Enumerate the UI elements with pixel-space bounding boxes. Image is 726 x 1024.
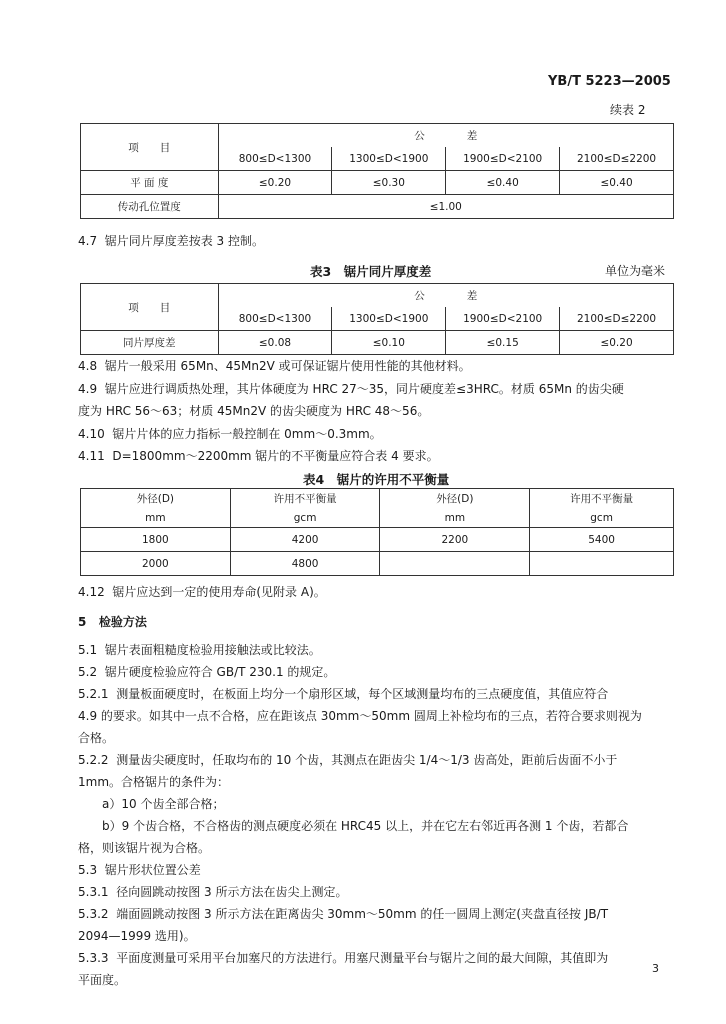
clause-number: 4.11	[78, 449, 105, 463]
clause-5-2-1	[78, 686, 608, 703]
clause-text: 测量齿尖硬度时，任取均布的 10 个齿，其测点在距齿尖 1/4～1/3 齿高处，距前后齿面不小于	[116, 753, 618, 767]
table-3	[80, 283, 674, 355]
clause-4-12	[78, 584, 326, 601]
table-cell: ≤0.40	[446, 171, 560, 195]
standard-number: YB/T 5223—2005	[548, 74, 671, 89]
table-continued-label: 续表 2	[610, 103, 646, 117]
table-cell: ≤0.40	[560, 171, 674, 195]
table-3-unit: 单位为毫米	[605, 264, 666, 278]
clause-4-8	[78, 358, 471, 375]
table-4	[80, 488, 674, 576]
range-header: 1300≤D<1900	[332, 307, 446, 331]
table-cell: 5400	[530, 528, 674, 552]
clause-5-3-3-cont: 平面度。	[78, 973, 127, 987]
clause-5-3-1	[78, 884, 347, 901]
clause-5-3-3	[78, 950, 608, 967]
clause-text: 锯片一般采用 65Mn、45Mn2V 或可保证锯片使用性能的其他材料。	[104, 359, 471, 373]
clause-text: 锯片硬度检验应符合 GB/T 230.1 的规定。	[104, 665, 336, 679]
table-cell	[380, 552, 530, 576]
clause-number: 5.1	[78, 643, 98, 657]
section-5-heading	[78, 614, 147, 631]
row-label: 平 面 度	[81, 171, 219, 195]
table-cell: ≤0.30	[332, 171, 446, 195]
column-header: 许用不平衡量	[230, 489, 380, 509]
clause-4-11	[78, 448, 439, 465]
clause-5-1	[78, 642, 321, 659]
range-header: 2100≤D≤2200	[560, 147, 674, 171]
clause-text: 锯片表面粗糙度检验用接触法或比较法。	[104, 643, 321, 657]
clause-4-9-cont: 度为 HRC 56～63；材质 45Mn2V 的齿尖硬度为 HRC 48～56。	[78, 404, 430, 418]
clause-5-3-2-cont: 2094—1999 选用)。	[78, 929, 196, 943]
row-label: 同片厚度差	[81, 331, 219, 355]
range-header: 1900≤D<2100	[446, 307, 560, 331]
clause-5-2-2	[78, 752, 617, 769]
column-unit: gcm	[530, 508, 674, 528]
column-header: 外径(D)	[81, 489, 231, 509]
column-header: 许用不平衡量	[530, 489, 674, 509]
table-cell: 1800	[81, 528, 231, 552]
table-cell: ≤0.20	[560, 331, 674, 355]
clause-4-10	[78, 426, 382, 443]
table-row	[81, 171, 674, 195]
table-cell: 2000	[81, 552, 231, 576]
tolerance-header: 公 差	[218, 284, 673, 308]
clause-5-2-1-cont: 4.9 的要求。如其中一点不合格，应在距该点 30mm～50mm 圆周上补检均布的三点，若符合要求则视为	[78, 709, 642, 723]
column-header: 外径(D)	[380, 489, 530, 509]
column-unit: mm	[380, 508, 530, 528]
range-header: 800≤D<1300	[218, 147, 332, 171]
clause-number: 4.8	[78, 359, 98, 373]
table-cell	[530, 552, 674, 576]
clause-text: 检验方法	[98, 615, 147, 629]
clause-number: 4.12	[78, 585, 105, 599]
clause-text: D=1800mm～2200mm 锯片的不平衡量应符合表 4 要求。	[112, 449, 439, 463]
clause-text: 锯片片体的应力指标一般控制在 0mm～0.3mm。	[112, 427, 382, 441]
range-header: 1300≤D<1900	[332, 147, 446, 171]
item-header: 项 目	[81, 284, 219, 331]
clause-text: 锯片应进行调质热处理，其片体硬度为 HRC 27～35，同片硬度差≤3HRC。材质 65Mn 的齿尖硬	[104, 382, 624, 396]
clause-number: 5.2.1	[78, 687, 109, 701]
clause-number: 5.3.1	[78, 885, 109, 899]
clause-5-3-2	[78, 906, 608, 923]
table-row	[81, 331, 674, 355]
clause-number: 5.2.2	[78, 753, 109, 767]
clause-number: 4.9	[78, 382, 98, 396]
clause-text: 锯片形状位置公差	[104, 863, 201, 877]
range-header: 1900≤D<2100	[446, 147, 560, 171]
list-item-b-cont: 格，则该锯片视为合格。	[78, 841, 211, 855]
table-cell: 4200	[230, 528, 380, 552]
page-number: 3	[652, 962, 659, 975]
table-cell: ≤0.10	[332, 331, 446, 355]
clause-text: 平面度测量可采用平台加塞尺的方法进行。用塞尺测量平台与锯片之间的最大间隙，其值即为	[116, 951, 609, 965]
table-cell: ≤0.08	[218, 331, 332, 355]
clause-5-2	[78, 664, 335, 681]
list-item-b: b）9 个齿合格，不合格齿的测点硬度必须在 HRC45 以上，并在它左右邻近再各测 1 个齿，若都合	[102, 819, 629, 833]
clause-number: 5.3.3	[78, 951, 109, 965]
clause-number: 5.2	[78, 665, 98, 679]
clause-text: 径向圆跳动按图 3 所示方法在齿尖上测定。	[116, 885, 348, 899]
range-header: 800≤D<1300	[218, 307, 332, 331]
clause-text: 测量板面硬度时，在板面上均分一个扇形区域，每个区域测量均布的三点硬度值，其值应符合	[116, 687, 609, 701]
table-2-continued	[80, 123, 674, 219]
clause-number: 5	[78, 615, 87, 629]
clause-4-9	[78, 381, 624, 398]
clause-text: 端面圆跳动按图 3 所示方法在距离齿尖 30mm～50mm 的任一圆周上测定(夹盘直径按 JB/T	[116, 907, 609, 921]
column-unit: gcm	[230, 508, 380, 528]
column-unit: mm	[81, 508, 231, 528]
clause-text: 锯片同片厚度差按表 3 控制。	[104, 234, 264, 248]
table-row	[81, 528, 674, 552]
item-header: 项 目	[81, 124, 219, 171]
clause-number: 4.10	[78, 427, 105, 441]
table-cell: ≤0.20	[218, 171, 332, 195]
clause-number: 4.7	[78, 234, 98, 248]
table-row	[81, 552, 674, 576]
tolerance-header: 公 差	[218, 124, 673, 148]
clause-5-2-2-cont: 1mm。合格锯片的条件为：	[78, 775, 230, 789]
clause-5-3	[78, 862, 201, 879]
range-header: 2100≤D≤2200	[560, 307, 674, 331]
table-cell: 2200	[380, 528, 530, 552]
table-row	[81, 195, 674, 219]
clause-5-2-1-cont2: 合格。	[78, 731, 115, 745]
table-cell: 4800	[230, 552, 380, 576]
table-4-caption: 表4 锯片的许用不平衡量	[303, 472, 450, 487]
clause-number: 5.3.2	[78, 907, 109, 921]
clause-text: 锯片应达到一定的使用寿命(见附录 A)。	[112, 585, 326, 599]
clause-number: 5.3	[78, 863, 98, 877]
table-cell-merged: ≤1.00	[218, 195, 673, 219]
row-label: 传动孔位置度	[81, 195, 219, 219]
table-3-caption: 表3 锯片同片厚度差	[310, 264, 432, 279]
list-item-a: a）10 个齿全部合格；	[102, 797, 225, 811]
clause-4-7	[78, 233, 264, 250]
table-cell: ≤0.15	[446, 331, 560, 355]
